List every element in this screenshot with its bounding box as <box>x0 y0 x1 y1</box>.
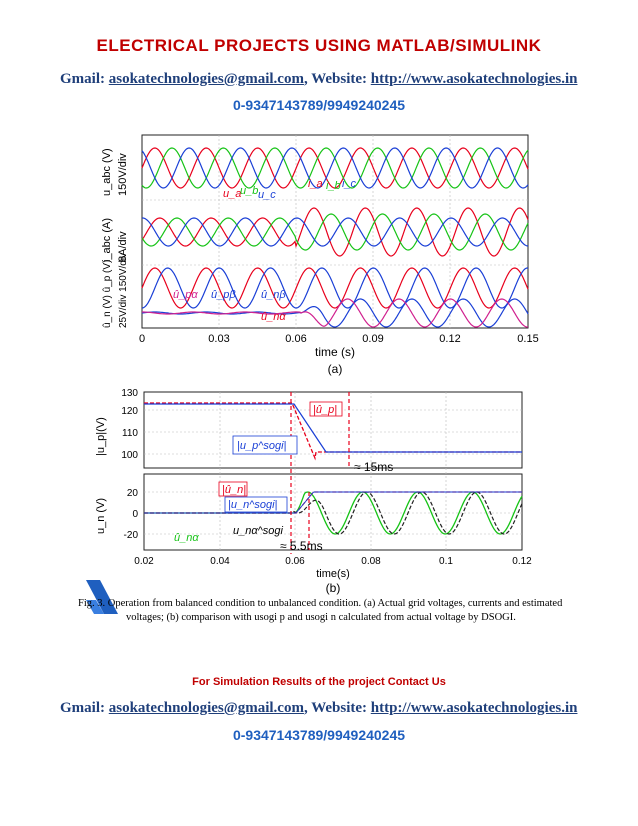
scale-a1: 150V/div <box>117 153 129 196</box>
un-sogi-envelope <box>144 492 522 513</box>
label-ic: i_c <box>342 178 357 190</box>
sublabel-b: (b) <box>325 581 341 595</box>
xtick-b-2: 0.06 <box>285 556 305 567</box>
waveforms-a <box>142 148 528 327</box>
ylabel-b-top: |u_p|(V) <box>95 417 107 456</box>
label-uc: u_c <box>258 189 276 201</box>
ytick-b-20: 20 <box>126 488 138 499</box>
xtick-b-1: 0.04 <box>210 556 230 567</box>
ytick-b-120: 120 <box>121 406 138 417</box>
footer-website-link[interactable]: http://www.asokatechnologies.in <box>370 700 578 716</box>
label-5-5ms: ≈ 5.5ms <box>280 539 323 553</box>
gmail-label: Gmail: <box>60 71 105 87</box>
figure-caption <box>78 597 578 625</box>
xtick-a-2: 0.06 <box>285 333 307 345</box>
simulation-contact: For Simulation Results of the project Contact Us <box>192 676 446 688</box>
ytick-b-110: 110 <box>122 428 138 439</box>
un-hat-envelope <box>144 492 522 513</box>
ytick-b-0: 0 <box>132 509 138 520</box>
current-wave-2 <box>142 218 528 246</box>
scale-a3: 25V/div 150V/div <box>118 252 129 328</box>
page-title: ELECTRICAL PROJECTS USING MATLAB/SIMULINK <box>96 36 542 55</box>
xtick-b-0: 0.02 <box>134 556 154 567</box>
ylabel-a2: i_abc (A) <box>101 217 113 262</box>
website-label: Website: <box>311 71 368 87</box>
label-una: û_nα <box>261 311 286 323</box>
footer-gmail-link[interactable]: asokatechnologies@gmail.com <box>108 700 304 716</box>
ylabel-a1: u_abc (V) <box>101 148 113 196</box>
xtick-a-4: 0.12 <box>439 333 461 345</box>
label-upa: û_pα <box>173 289 198 301</box>
label-una-hat: û_nα <box>174 532 199 544</box>
xtick-a-5: 0.15 <box>517 333 539 345</box>
xtick-a-3: 0.09 <box>362 333 384 345</box>
footer-contact-separator: , <box>303 700 308 716</box>
ylabel-b-bottom: u_n (V) <box>95 497 107 534</box>
figure-b <box>76 384 546 596</box>
xtick-a-0: 0 <box>138 333 146 345</box>
label-ia: i_a <box>308 178 323 190</box>
website-link[interactable]: http://www.asokatechnologies.in <box>370 71 578 87</box>
caption-line-2: voltages; (b) comparison with usogi p and usogi n calculated from actual voltage by DSOGI. <box>126 612 516 623</box>
label-un-sogi: |u_n^sogi| <box>228 499 278 511</box>
label-unb: û_nβ <box>261 289 286 301</box>
xtick-b-3: 0.08 <box>361 556 381 567</box>
xtick-b-5: 0.12 <box>512 556 532 567</box>
label-up-hat: |û_p| <box>313 404 338 416</box>
sublabel-a: (a) <box>327 362 343 376</box>
contact-separator: , <box>303 71 308 87</box>
scale-a2: 8A/div <box>117 231 129 262</box>
xlabel-a: time (s) <box>315 345 355 359</box>
footer-website-label: Website: <box>311 700 368 716</box>
xtick-a-1: 0.03 <box>208 333 230 345</box>
caption-line-1: Fig. 3. Operation from balanced condition to unbalanced condition. (a) Actual grid voltages, currents and estimated <box>78 598 563 609</box>
label-15ms: ≈ 15ms <box>354 460 394 474</box>
ytick-b-130: 130 <box>121 388 138 399</box>
label-un-hat: |û_n| <box>222 484 247 496</box>
header-phone: 0-9347143789/9949240245 <box>232 97 406 113</box>
xlabel-b: time(s) <box>316 568 350 580</box>
footer-phone: 0-9347143789/9949240245 <box>232 727 406 743</box>
footer-gmail-label: Gmail: <box>60 700 105 716</box>
gmail-link[interactable]: asokatechnologies@gmail.com <box>108 71 304 87</box>
label-ua: u_a <box>223 188 242 200</box>
ylabel-a3: û_n (V) û_p (V) <box>102 259 113 328</box>
figure-b-bottom-frame <box>144 474 522 550</box>
ytick-b-100: 100 <box>121 450 138 461</box>
xtick-b-4: 0.1 <box>439 556 453 567</box>
label-upb: û_pβ <box>211 289 236 301</box>
label-una-sogi: u_nα^sogi <box>233 525 283 537</box>
figure-a <box>76 128 546 378</box>
label-ib: i_b <box>326 180 341 192</box>
label-ub: u_b <box>240 185 259 197</box>
label-up-sogi: |u_p^sogi| <box>237 440 287 452</box>
footer-contact <box>60 700 577 717</box>
header-contact <box>60 71 577 88</box>
ytick-b-m20: -20 <box>123 530 138 541</box>
